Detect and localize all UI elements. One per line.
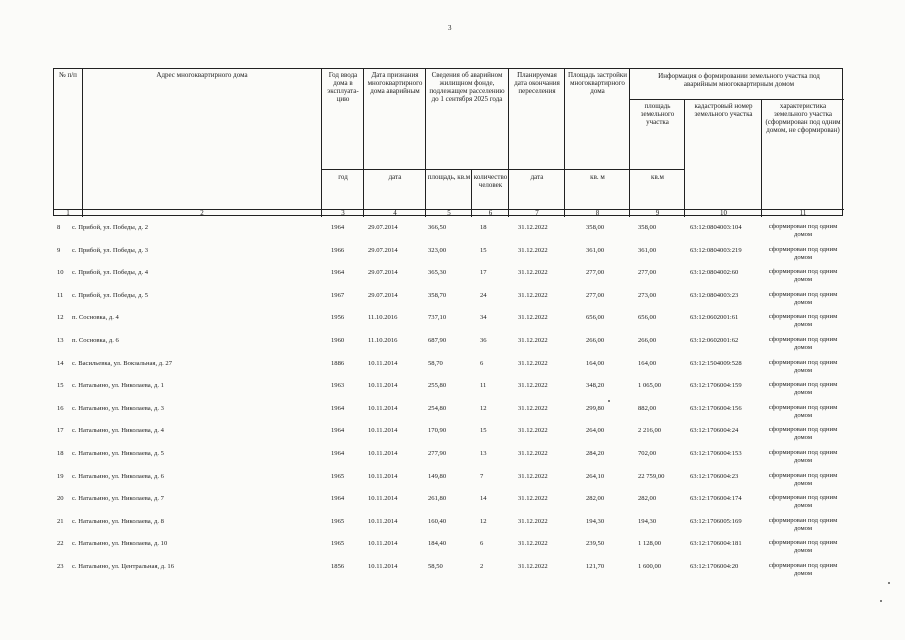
row-cadastral: 63:12:1706004:153 bbox=[690, 450, 742, 457]
colnum-7: 7 bbox=[535, 209, 539, 217]
table-row bbox=[0, 379, 905, 401]
row-land-characteristic: сформирован под одним домом bbox=[768, 223, 838, 238]
row-year: 1965 bbox=[331, 540, 345, 548]
row-address: с. Прибой, ул. Победы, д. 5 bbox=[72, 291, 149, 299]
row-building-area: 164,00 bbox=[586, 359, 605, 367]
row-land-characteristic: сформирован под одним домом bbox=[768, 403, 838, 419]
row-address: с. Натальино, ул. Николаева, д. 6 bbox=[72, 472, 164, 480]
row-cadastral: 63:12:1504009:528 bbox=[690, 359, 742, 367]
row-fund-area: 184,40 bbox=[428, 540, 447, 548]
header-fund-info: Сведения об аварийном жилищном фонде, подлежащем расселению до 1 сентября 2025 года bbox=[429, 71, 505, 103]
colnum-8: 8 bbox=[595, 209, 600, 217]
scan-speck bbox=[608, 400, 610, 402]
row-land-area: 282,00 bbox=[638, 495, 657, 503]
table-row bbox=[0, 402, 905, 424]
table-row bbox=[0, 334, 905, 356]
row-building-area: 284,20 bbox=[586, 450, 605, 457]
header-land-area: площадь земельного участка bbox=[640, 102, 675, 126]
row-land-characteristic: сформирован под одним домом bbox=[768, 494, 838, 510]
row-end-date: 31.12.2022 bbox=[518, 291, 548, 299]
table-row bbox=[0, 311, 905, 333]
row-year: 1964 bbox=[331, 495, 345, 503]
row-number: 21 bbox=[57, 517, 64, 525]
header-end-date: Планируемая дата окончания переселения bbox=[514, 71, 560, 95]
colnum-4: 4 bbox=[393, 209, 397, 217]
colnum-9: 9 bbox=[655, 209, 660, 217]
row-emergency-date: 10.11.2014 bbox=[368, 495, 398, 503]
row-building-area: 194,30 bbox=[586, 517, 605, 525]
row-cadastral: 63:12:1706004:159 bbox=[690, 382, 742, 390]
row-address: с. Натальино, ул. Николаева, д. 10 bbox=[72, 540, 168, 548]
row-end-date: 31.12.2022 bbox=[518, 517, 548, 525]
row-number: 10 bbox=[57, 269, 64, 277]
row-cadastral: 63:12:1706004:174 bbox=[690, 495, 742, 503]
row-land-characteristic: сформирован под одним домом bbox=[768, 449, 838, 464]
table-row bbox=[0, 266, 905, 288]
row-emergency-date: 10.11.2014 bbox=[368, 427, 398, 435]
row-fund-area: 277,90 bbox=[428, 450, 447, 457]
row-address: с. Натальино, ул. Николаева, д. 8 bbox=[72, 517, 164, 525]
row-cadastral: 63:12:1706004:156 bbox=[690, 404, 742, 412]
scan-speck bbox=[880, 600, 882, 602]
unit-year: год bbox=[338, 173, 348, 181]
row-people: 17 bbox=[480, 269, 487, 277]
row-year: 1964 bbox=[331, 427, 345, 435]
row-emergency-date: 11.10.2016 bbox=[368, 337, 398, 344]
row-end-date: 31.12.2022 bbox=[518, 472, 548, 480]
row-fund-area: 149,80 bbox=[428, 472, 447, 480]
row-address: п. Сосновка, д. 6 bbox=[72, 337, 119, 344]
row-fund-area: 254,80 bbox=[428, 404, 447, 412]
header-number: № п/п bbox=[59, 71, 77, 79]
header-land-info: Информация о формировании земельного участка под аварийным многоквартирным домом bbox=[658, 72, 820, 88]
row-land-area: 277,00 bbox=[638, 269, 657, 277]
row-emergency-date: 10.11.2014 bbox=[368, 359, 398, 367]
row-cadastral: 63:12:1706005:169 bbox=[690, 517, 742, 525]
row-land-area: 702,00 bbox=[638, 450, 657, 457]
row-emergency-date: 10.11.2014 bbox=[368, 404, 398, 412]
row-emergency-date: 11.10.2016 bbox=[368, 314, 398, 322]
row-end-date: 31.12.2022 bbox=[518, 359, 548, 367]
unit-area: площадь, кв.м bbox=[427, 173, 471, 181]
row-address: с. Прибой, ул. Победы, д. 4 bbox=[72, 269, 149, 277]
colnum-3: 3 bbox=[341, 209, 345, 217]
row-building-area: 656,00 bbox=[586, 314, 605, 322]
row-people: 15 bbox=[480, 246, 487, 254]
row-fund-area: 358,70 bbox=[428, 291, 447, 299]
row-land-area: 273,00 bbox=[638, 291, 657, 299]
row-year: 1964 bbox=[331, 269, 345, 277]
row-year: 1856 bbox=[331, 563, 345, 570]
row-emergency-date: 10.11.2014 bbox=[368, 563, 398, 570]
colnum-2: 2 bbox=[200, 209, 204, 217]
row-cadastral: 63:12:0602001:62 bbox=[690, 337, 739, 344]
row-year: 1956 bbox=[331, 314, 345, 322]
row-year: 1964 bbox=[331, 450, 345, 457]
row-end-date: 31.12.2022 bbox=[518, 540, 548, 548]
row-number: 18 bbox=[57, 450, 64, 457]
row-building-area: 264,10 bbox=[586, 472, 605, 480]
row-year: 1960 bbox=[331, 337, 345, 344]
unit-end-date: дата bbox=[530, 173, 544, 181]
row-land-characteristic: сформирован под одним домом bbox=[768, 516, 838, 532]
row-fund-area: 323,00 bbox=[428, 246, 447, 254]
colnum-5: 5 bbox=[447, 209, 451, 217]
scan-speck bbox=[888, 582, 890, 584]
table-header bbox=[53, 68, 843, 216]
row-number: 12 bbox=[57, 314, 64, 322]
row-end-date: 31.12.2022 bbox=[518, 224, 548, 231]
row-people: 24 bbox=[480, 291, 487, 299]
row-cadastral: 63:12:0804003:219 bbox=[690, 246, 742, 254]
row-building-area: 264,00 bbox=[586, 427, 605, 435]
row-land-characteristic: сформирован под одним домом bbox=[768, 539, 838, 555]
row-year: 1965 bbox=[331, 472, 345, 480]
row-emergency-date: 29.07.2014 bbox=[368, 224, 398, 231]
row-address: с. Васильевка, ул. Вокзальная, д. 27 bbox=[72, 359, 172, 367]
row-address: с. Натальино, ул. Николаева, д. 7 bbox=[72, 495, 164, 503]
row-year: 1964 bbox=[331, 224, 345, 231]
row-number: 13 bbox=[57, 337, 64, 344]
row-address: с. Прибой, ул. Победы, д. 2 bbox=[72, 224, 149, 231]
row-land-area: 656,00 bbox=[638, 314, 657, 322]
row-end-date: 31.12.2022 bbox=[518, 246, 548, 254]
row-emergency-date: 10.11.2014 bbox=[368, 472, 398, 480]
table-row bbox=[0, 424, 905, 446]
row-land-area: 1 600,00 bbox=[638, 563, 662, 570]
unit-people: количество человек bbox=[473, 173, 508, 189]
row-fund-area: 365,30 bbox=[428, 269, 447, 277]
row-emergency-date: 29.07.2014 bbox=[368, 246, 398, 254]
row-number: 20 bbox=[57, 495, 64, 503]
table-row bbox=[0, 244, 905, 266]
row-number: 23 bbox=[57, 563, 64, 570]
row-land-characteristic: сформирован под одним домом bbox=[768, 358, 838, 374]
row-number: 17 bbox=[57, 427, 64, 435]
row-cadastral: 63:12:0804003:104 bbox=[690, 224, 742, 231]
row-building-area: 239,50 bbox=[586, 540, 605, 548]
row-building-area: 121,70 bbox=[586, 563, 605, 570]
row-end-date: 31.12.2022 bbox=[518, 269, 548, 277]
row-fund-area: 687,90 bbox=[428, 337, 447, 344]
row-building-area: 266,00 bbox=[586, 337, 605, 344]
row-building-area: 299,80 bbox=[586, 404, 605, 412]
row-people: 11 bbox=[480, 382, 487, 390]
row-land-area: 358,00 bbox=[638, 224, 657, 231]
row-fund-area: 255,80 bbox=[428, 382, 447, 390]
row-address: с. Натальино, ул. Николаева, д. 3 bbox=[72, 404, 164, 412]
table-row bbox=[0, 289, 905, 311]
row-address: с. Натальино, ул. Николаева, д. 4 bbox=[72, 427, 164, 435]
table-row bbox=[0, 357, 905, 379]
row-emergency-date: 10.11.2014 bbox=[368, 382, 398, 390]
row-people: 6 bbox=[480, 540, 484, 548]
header-cadastral: кадастровый номер земельного участка bbox=[694, 102, 753, 118]
row-people: 7 bbox=[480, 472, 484, 480]
row-cadastral: 63:12:0804003:23 bbox=[690, 291, 739, 299]
row-address: с. Натальино, ул. Николаева, д. 1 bbox=[72, 382, 164, 390]
row-year: 1967 bbox=[331, 291, 345, 299]
table-row bbox=[0, 221, 905, 243]
row-building-area: 277,00 bbox=[586, 269, 605, 277]
row-cadastral: 63:12:1706004:23 bbox=[690, 472, 739, 480]
row-number: 9 bbox=[57, 246, 61, 254]
row-people: 2 bbox=[480, 563, 484, 570]
row-end-date: 31.12.2022 bbox=[518, 382, 548, 390]
row-fund-area: 737,10 bbox=[428, 314, 447, 322]
row-people: 12 bbox=[480, 517, 487, 525]
row-number: 19 bbox=[57, 472, 64, 480]
row-year: 1965 bbox=[331, 517, 345, 525]
row-end-date: 31.12.2022 bbox=[518, 495, 548, 503]
row-year: 1886 bbox=[331, 359, 345, 367]
row-land-characteristic: сформирован под одним домом bbox=[768, 245, 838, 261]
row-land-characteristic: сформирован под одним домом bbox=[768, 290, 838, 306]
header-year: Год ввода дома в эксплуата-цию bbox=[327, 71, 359, 103]
unit-date: дата bbox=[388, 173, 402, 181]
row-building-area: 361,00 bbox=[586, 246, 605, 254]
row-land-area: 2 216,00 bbox=[638, 427, 662, 435]
row-building-area: 358,00 bbox=[586, 224, 605, 231]
row-people: 13 bbox=[480, 450, 487, 457]
table-row bbox=[0, 470, 905, 492]
row-number: 14 bbox=[57, 359, 64, 367]
row-people: 36 bbox=[480, 337, 487, 344]
row-land-characteristic: сформирован под одним домом bbox=[768, 313, 838, 329]
row-fund-area: 366,50 bbox=[428, 224, 447, 231]
row-land-area: 164,00 bbox=[638, 359, 657, 367]
row-fund-area: 261,80 bbox=[428, 495, 447, 503]
header-emergency-date: Дата признания многоквартирного дома аварийным bbox=[367, 71, 423, 95]
row-end-date: 31.12.2022 bbox=[518, 314, 548, 322]
row-land-area: 1 128,00 bbox=[638, 540, 662, 548]
row-end-date: 31.12.2022 bbox=[518, 563, 548, 570]
unit-building-area: кв. м bbox=[590, 173, 605, 181]
row-cadastral: 63:12:1706004:20 bbox=[690, 563, 739, 570]
row-land-characteristic: сформирован под одним домом bbox=[768, 268, 838, 284]
colnum-10: 10 bbox=[720, 209, 727, 217]
row-people: 14 bbox=[480, 495, 487, 503]
row-fund-area: 58,70 bbox=[428, 359, 443, 367]
row-end-date: 31.12.2022 bbox=[518, 404, 548, 412]
table-row bbox=[0, 492, 905, 514]
row-building-area: 282,00 bbox=[586, 495, 605, 503]
row-people: 12 bbox=[480, 404, 487, 412]
row-land-area: 1 065,00 bbox=[638, 382, 662, 390]
row-end-date: 31.12.2022 bbox=[518, 337, 548, 344]
row-fund-area: 160,40 bbox=[428, 517, 447, 525]
row-year: 1964 bbox=[331, 404, 345, 412]
row-number: 11 bbox=[57, 291, 64, 299]
row-emergency-date: 10.11.2014 bbox=[368, 540, 398, 548]
row-land-area: 361,00 bbox=[638, 246, 657, 254]
table-row bbox=[0, 447, 905, 469]
colnum-1: 1 bbox=[66, 209, 70, 217]
row-land-characteristic: сформирован под одним домом bbox=[768, 381, 838, 397]
header-land-characteristic: характеристика земельного участка (сформирован под одним домом, не сформирован) bbox=[765, 102, 841, 134]
page-number: 3 bbox=[448, 24, 452, 32]
row-number: 22 bbox=[57, 540, 64, 548]
header-building-area: Площадь застройки многоквартирного дома bbox=[567, 71, 628, 95]
row-building-area: 277,00 bbox=[586, 291, 605, 299]
colnum-6: 6 bbox=[488, 209, 493, 217]
row-emergency-date: 29.07.2014 bbox=[368, 291, 398, 299]
row-people: 18 bbox=[480, 224, 487, 231]
row-address: с. Прибой, ул. Победы, д. 3 bbox=[72, 246, 149, 254]
row-land-characteristic: сформирован под одним домом bbox=[768, 471, 838, 487]
table-row bbox=[0, 537, 905, 559]
row-year: 1963 bbox=[331, 382, 345, 390]
row-land-area: 22 759,00 bbox=[638, 472, 665, 480]
row-emergency-date: 10.11.2014 bbox=[368, 517, 398, 525]
row-number: 15 bbox=[57, 382, 64, 390]
row-cadastral: 63:12:0804002:60 bbox=[690, 269, 739, 277]
row-land-area: 266,00 bbox=[638, 337, 657, 344]
row-number: 16 bbox=[57, 404, 64, 412]
row-address: с. Натальино, ул. Николаева, д. 5 bbox=[72, 450, 164, 457]
row-cadastral: 63:12:0602001:61 bbox=[690, 314, 739, 322]
row-people: 6 bbox=[480, 359, 484, 367]
row-cadastral: 63:12:1706004:181 bbox=[690, 540, 742, 548]
row-land-characteristic: сформирован под одним домом bbox=[768, 336, 838, 351]
row-address: с. Натальино, ул. Центральная, д. 16 bbox=[72, 563, 175, 570]
row-people: 34 bbox=[480, 314, 487, 322]
row-year: 1966 bbox=[331, 246, 345, 254]
row-cadastral: 63:12:1706004:24 bbox=[690, 427, 739, 435]
row-number: 8 bbox=[57, 224, 61, 231]
row-end-date: 31.12.2022 bbox=[518, 450, 548, 457]
row-land-area: 882,00 bbox=[638, 404, 657, 412]
row-building-area: 348,20 bbox=[586, 382, 605, 390]
row-fund-area: 170,90 bbox=[428, 427, 447, 435]
row-end-date: 31.12.2022 bbox=[518, 427, 548, 435]
colnum-11: 11 bbox=[799, 209, 807, 217]
row-emergency-date: 29.07.2014 bbox=[368, 269, 398, 277]
row-address: п. Сосновка, д. 4 bbox=[72, 314, 119, 322]
row-emergency-date: 10.11.2014 bbox=[368, 450, 398, 457]
header-address: Адрес многоквартирного дома bbox=[156, 71, 248, 79]
row-land-area: 194,30 bbox=[638, 517, 657, 525]
row-fund-area: 58,50 bbox=[428, 563, 443, 570]
table-row bbox=[0, 515, 905, 537]
row-land-characteristic: сформирован под одним домом bbox=[768, 426, 838, 442]
unit-land-area: кв.м bbox=[651, 173, 664, 181]
table-row bbox=[0, 560, 905, 582]
row-people: 15 bbox=[480, 427, 487, 435]
row-land-characteristic: сформирован под одним домом bbox=[768, 562, 838, 577]
